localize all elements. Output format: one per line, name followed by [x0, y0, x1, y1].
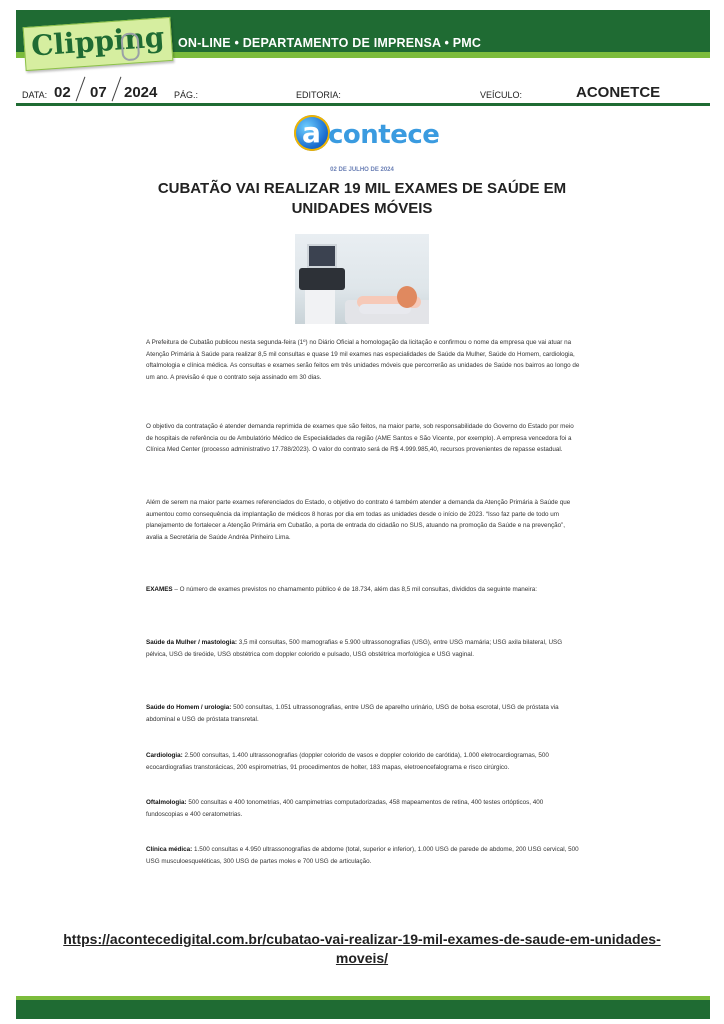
date-month: 07 — [90, 84, 107, 101]
paragraph-body: 500 consultas, 1.051 ultrassonografias, entre USG de aparelho urinário, USG de bolsa escrotal, USG de próstata via abdominal e USG de próstata transretal. — [146, 704, 559, 723]
article-title: CUBATÃO VAI REALIZAR 19 MIL EXAMES DE SAÚDE EM UNIDADES MÓVEIS — [157, 180, 567, 217]
date-year: 2024 — [124, 84, 158, 101]
paragraph-body: – O número de exames previstos no chamamento público é de 18.734, além das 8,5 mil consultas, divididos da seguinte maneira: — [172, 586, 537, 593]
ultrasound-machine — [299, 268, 345, 290]
paragraph-body: 1.500 consultas e 4.950 ultrassonografias de abdome (total, superior e inferior), 1.000 USG de parede de abdome, 200 USG cervical, 500 USG musculoesqueléticas, 300 USG de partes moles e 700 USG de articulação. — [146, 846, 579, 865]
meta-rule — [16, 103, 710, 106]
paragraph-lead: Saúde da Mulher / mastologia: — [146, 639, 237, 646]
data-label: DATA: — [22, 90, 48, 100]
header-subtitle: ON-LINE • DEPARTAMENTO DE IMPRENSA • PMC — [178, 36, 482, 50]
paragraph-lead: Cardiologia: — [146, 752, 183, 759]
article-paragraph-3: Além de serem na maior parte exames referenciados do Estado, o objetivo do contrato é também atender a demanda da Atenção Primária à Saúde que aumentou como consequência da implantação de médicos 8 horas por dia em todas as unidades desde o início de 2023. “Isso faz parte de todo um planejamento de fortalecer a Atenção Primária em Cubatão, a porta de entrada do cidadão no SUS, atuando na promoção da Saúde e na prevenção”, avalia a Secretária de Saúde Andréa Pinheiro Lima. — [146, 499, 571, 541]
paragraph-lead: Saúde do Homem / urologia: — [146, 704, 232, 711]
article-photo — [295, 234, 429, 324]
logo-wordmark: contece — [328, 120, 440, 150]
article-paragraph-clinica — [146, 844, 580, 867]
article-paragraph-2: O objetivo da contratação é atender demanda reprimida de exames que são feitos, na maior parte, sob responsabilidade do Governo do Estado por meio de hospitais de referência ou de Ambulatório Médico de Especialidades da região (AME Santos e São Vicente, por exemplo). A empresa vencedora foi a Clínica Med Center (processo administrativo 17.788/2023). O valor do contrato será de R$ 4.999.985,40, recursos provenientes de repasse estadual. — [146, 423, 574, 453]
clipping-tab — [23, 17, 174, 71]
meta-row — [22, 84, 712, 104]
footer-band — [16, 1000, 710, 1019]
date-separator — [76, 77, 86, 102]
acontece-logo — [294, 115, 440, 153]
ultrasound-cart — [305, 290, 335, 324]
veiculo-value: ACONETCE — [576, 84, 661, 101]
article-date: 02 DE JULHO DE 2024 — [330, 167, 394, 173]
paragraph-body: 2.500 consultas, 1.400 ultrassonografias (doppler colorido de vasos e doppler colorido de carótida), 1.000 eletrocardiogramas, 500 ecocardiografias transtorácicas, 200 espirometrias, 91 procedimentos de holter, 183 mapas, eletroencefalograma e risco cirúrgico. — [146, 752, 549, 771]
paragraph-lead: Clínica médica: — [146, 846, 193, 853]
paragraph-body: 500 consultas e 400 tonometrias, 400 campimetrias computadorizadas, 458 mapeamentos de retina, 400 testes ortópticos, 400 fundoscopias e 400 ceratometrias. — [146, 799, 544, 818]
paragraph-lead: EXAMES — [146, 586, 173, 593]
article-paragraph-1: A Prefeitura de Cubatão publicou nesta segunda-feira (1º) no Diário Oficial a homologação da licitação e confirmou o nome da empresa que vai atuar na Atenção Primária à Saúde para realizar 8,5 mil consultas e quase 19 mil exames nas especialidades de Saúde da Mulher, Saúde do Homem, cardiologia, oftalmologia e clínica médica. As consultas e exames serão feitos em três unidades móveis que percorrerão as unidades de Saúde nos bairros ao longo de um ano. A previsão é que o contrato seja assinado em 30 dias. — [146, 339, 580, 381]
article-paragraph-exames — [146, 584, 580, 596]
clipping-word: Clipping — [30, 20, 166, 63]
date-day: 02 — [54, 84, 71, 101]
article-paragraph-homem — [146, 702, 580, 725]
veiculo-label: VEÍCULO: — [480, 90, 523, 100]
article-paragraph-oftalmologia — [146, 797, 580, 820]
paperclip-icon — [120, 32, 140, 61]
logo-letter: a — [302, 116, 321, 149]
editoria-label: EDITORIA: — [296, 90, 341, 100]
source-url-link[interactable]: https://acontecedigital.com.br/cubatao-vai-realizar-19-mil-exames-de-saude-em-unidades-moveis/ — [63, 931, 661, 966]
paragraph-lead: Oftalmologia: — [146, 799, 187, 806]
article-paragraph-cardiologia — [146, 750, 580, 773]
ultrasound-screen — [307, 244, 337, 268]
date-separator — [112, 77, 122, 102]
patient-head — [397, 286, 417, 308]
paragraph-body: 3,5 mil consultas, 500 mamografias e 5.900 ultrassonografias (USG), entre USG mamária; USG axila bilateral, USG pélvica, USG de tireóide, USG obstétrica com doppler colorido e pulsado, USG obstétrica morfológica e USG vaginal. — [146, 639, 563, 658]
pag-label: PÁG.: — [174, 90, 199, 100]
article-paragraph-mulher — [146, 637, 580, 660]
